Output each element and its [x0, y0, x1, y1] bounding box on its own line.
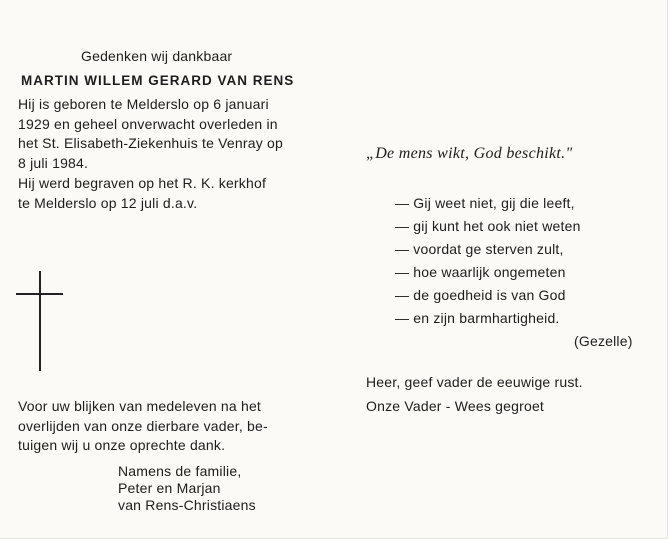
- poem-line-1: — Gij weet niet, gij die leeft,: [395, 195, 575, 211]
- thanks-line-2: overlijden van onze dierbare vader, be-: [18, 418, 268, 434]
- bio-line-5: Hij werd begraven op het R. K. kerkhof: [18, 175, 267, 191]
- signature-line-1: Namens de familie,: [118, 463, 242, 479]
- signature-line-2: Peter en Marjan: [118, 480, 221, 496]
- thanks-line-1: Voor uw blijken van medeleven na het: [18, 398, 262, 414]
- cross-icon: [39, 271, 41, 371]
- prayer-line-1: Heer, geef vader de eeuwige rust.: [366, 374, 583, 390]
- bio-line-6: te Melderslo op 12 juli d.a.v.: [18, 195, 198, 211]
- quote-text: „De mens wikt, God beschikt.": [366, 145, 573, 162]
- intro-text: Gedenken wij dankbaar: [81, 48, 233, 64]
- bio-line-2: 1929 en geheel onverwacht overleden in: [18, 116, 278, 132]
- poem-line-4: — hoe waarlijk ongemeten: [395, 264, 566, 280]
- poem-line-3: — voordat ge sterven zult,: [395, 241, 564, 257]
- deceased-name: MARTIN WILLEM GERARD VAN RENS: [21, 73, 295, 88]
- poem-attribution: (Gezelle): [574, 333, 633, 349]
- poem-line-5: — de goedheid is van God: [395, 287, 566, 303]
- cross-icon-bar: [16, 293, 63, 295]
- thanks-line-3: tuigen wij u onze oprechte dank.: [18, 437, 226, 453]
- bio-line-3: het St. Elisabeth-Ziekenhuis te Venray op: [18, 135, 284, 151]
- signature-line-3: van Rens-Christiaens: [118, 497, 256, 513]
- poem-line-2: — gij kunt het ook niet weten: [395, 218, 581, 234]
- prayer-line-2: Onze Vader - Wees gegroet: [366, 398, 545, 414]
- bio-line-1: Hij is geboren te Melderslo op 6 januari: [18, 96, 269, 112]
- poem-line-6: — en zijn barmhartigheid.: [395, 310, 560, 326]
- bio-line-4: 8 juli 1984.: [18, 155, 89, 171]
